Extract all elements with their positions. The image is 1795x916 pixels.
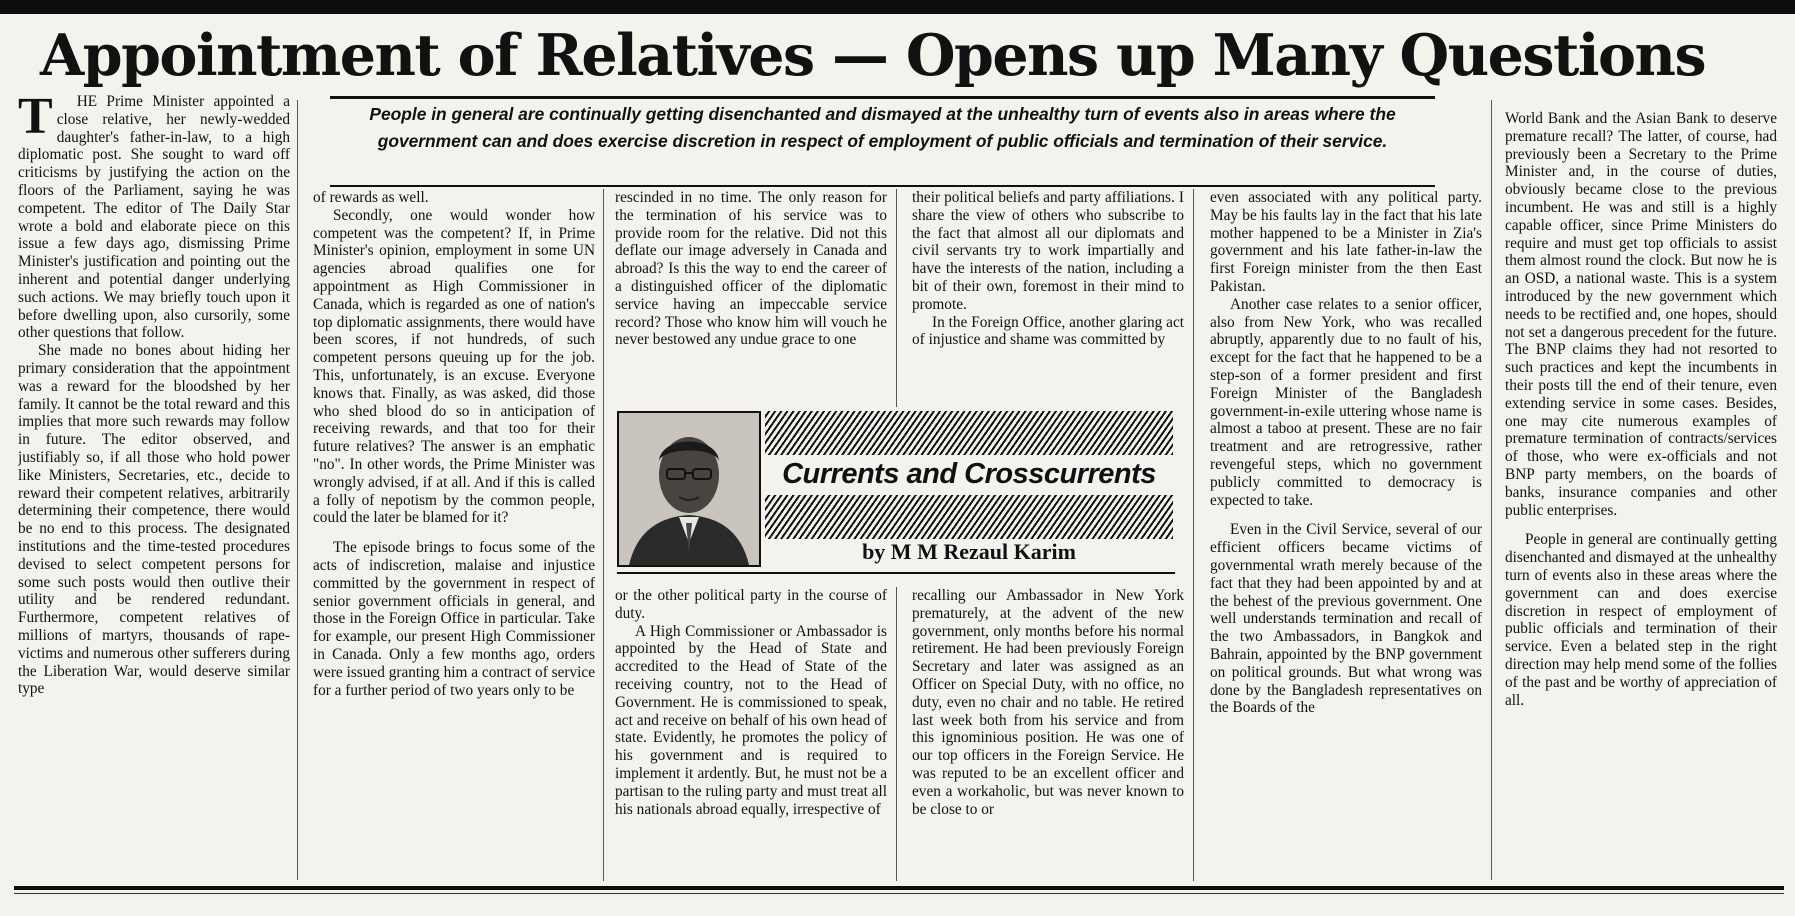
- bottom-hairline: [14, 893, 1784, 894]
- column-rule: [1491, 100, 1492, 880]
- bottom-rule: [14, 886, 1784, 890]
- deck-top-rule: [330, 96, 1435, 99]
- column-4-top: [912, 189, 1184, 407]
- column-1: [18, 93, 290, 881]
- column-rule: [1193, 189, 1194, 881]
- column-3-bottom: [615, 587, 887, 881]
- column-rule: [896, 587, 897, 881]
- paragraph: Even in the Civil Service, several of our efficient officers became victims of governmental wrath merely because of the fact that they had been appointed by and at the behest of the previous government. One well understands termination and recall of the two Ambassadors, in Bangkok and Bahrain, appointed by the BNP government on political grounds. But what wrong was done by the Bangladesh representatives on the Boards of the: [1210, 521, 1482, 717]
- paragraph: or the other political party in the course of duty.: [615, 587, 887, 622]
- column-2: [313, 189, 595, 881]
- paragraph: their political beliefs and party affiliations. I share the view of others who subscribe to the fact that almost all our diplomats and civil servants try to work impartially and have the interests of the nation, including a bit of their own, foremost in their mind to promote.: [912, 189, 1184, 313]
- paragraph: She made no bones about hiding her primary consideration that the appointment was a reward for the bloodshed by her family. It cannot be the total reward and this implies that more such rewards may follow in future. The editor observed, and justifiably so, if all those who hold power like Ministers, Secretaries, etc., decide to reward their competent relatives, arbitrarily determining their competence, there would be no end to this process. The designated institutions and the time-tested procedures devised to select competent persons for some such posts would then outlive their utility and be rendered redundant. Furthermore, competent relatives of millions of martyrs, thousands of rape-victims and numerous other sufferers during the Liberation War, would deserve similar type: [18, 342, 290, 698]
- column-rule: [297, 100, 298, 880]
- column-feature-box: [617, 411, 1175, 568]
- column-4-bottom: [912, 587, 1184, 881]
- byline: by M M Rezaul Karim: [862, 539, 1076, 564]
- column-3-top: [615, 189, 887, 407]
- paragraph: Another case relates to a senior officer, also from New York, who was recalled abruptly, apparently due to no fault of his, except for the fact that he happened to be a step-son of a former president and first Foreign Minister of the Bangladesh government-in-exile uttering whose name is almost a taboo at present. These are no fair treatment and are retrogressive, rather revengeful steps, which no government publicly committed to democracy is expected to take.: [1210, 295, 1482, 509]
- column-5: [1210, 189, 1482, 881]
- column-6: [1505, 110, 1777, 881]
- paragraph: People in general are continually getting disenchanted and dismayed at the unhealthy turn of events also in these areas where the government can and does exercise discretion in respect of employment of public officials and termination of their service. Even a belated step in the right direction may help mend some of the follies of the past and be worthy of appreciation of all.: [1505, 531, 1777, 709]
- drop-cap: T: [18, 93, 53, 145]
- author-portrait-icon: [619, 413, 759, 565]
- paragraph: recalling our Ambassador in New York prematurely, at the advent of the new government, only months before his normal retirement. He had been previously Foreign Secretary and later was assigned as an Officer on Special Duty, with no office, no duty, even no chair and no table. He retired last week both from his service and from this ignominious position. He was one of our top officers in the Foreign Service. He was reputed to be an excellent officer and even a workaholic, but was never known to be close to or: [912, 587, 1184, 818]
- paragraph: T HE Prime Minister appointed a close relative, her newly-wedded daughter's father-in-law, to a high diplomatic post. She sought to ward off criticisms by justifying the action on the floors of the Parliament, saying he was competent. The editor of The Daily Star wrote a bold and elaborate piece on this issue a few days ago, dismissing Prime Minister's justification and pointing out the inherent and potential danger underlying such actions. We may briefly touch upon it before dwelling upon, also cursorily, some other questions that follow.: [18, 93, 290, 342]
- deck-summary: People in general are continually getting disenchanted and dismayed at the unhealthy turn of events also in areas where the government can and does exercise discretion in respect of employment of public officials and termination of their service.: [369, 104, 1396, 151]
- paragraph: World Bank and the Asian Bank to deserve premature recall? The latter, of course, had previously been a Secretary to the Prime Minister and, in the course of duties, obviously became close to the previous incumbent. He was and still is a highly capable officer, since Prime Ministers do require and must get top officials to assist them almost round the clock. But now he is an OSD, a national waste. This is a system introduced by the new government which needs to be rectified and, one hopes, should not set a dangerous precedent for the future. The BNP claims they had not resorted to such practices and kept the incumbents in their posts till the end of their tenure, even extending service in some cases. Besides, one may cite numerous examples of premature termination of contracts/services of those, who were ex-officials and not BNP party members, on the boards of banks, insurance companies and other public enterprises.: [1505, 110, 1777, 519]
- column-rule: [896, 189, 897, 407]
- column-name: Currents and Crosscurrents: [782, 458, 1156, 490]
- hatch-band-bottom: [765, 495, 1173, 539]
- feature-bottom-rule: [617, 572, 1175, 574]
- headline: Appointment of Relatives — Opens up Many Questions: [40, 22, 1706, 89]
- author-photo: [617, 411, 761, 567]
- top-rule: [0, 0, 1795, 14]
- paragraph: rescinded in no time. The only reason for the termination of his service was to provide room for the relative. Did not this deflate our image adversely in Canada and abroad? Is this the way to end the career of a distinguished officer of the diplomatic service having an impeccable service record? Those who know him will vouch he never bestowed any undue grace to one: [615, 189, 887, 349]
- column-rule: [603, 189, 604, 881]
- deck-bottom-rule: [330, 185, 1435, 187]
- paragraph: In the Foreign Office, another glaring act of injustice and shame was committed by: [912, 313, 1184, 349]
- paragraph: A High Commissioner or Ambassador is appointed by the Head of State and accredited to the Head of State of the receiving country, not to the Head of Government. He is commissioned to speak, act and receive on behalf of his own head of state. Evidently, he promotes the policy of his government and is required to implement it ardently. But, he must not be a partisan to the ruling party and must treat all his nationals abroad equally, irrespective of: [615, 622, 887, 818]
- paragraph: Secondly, one would wonder how competent was the competent? If, in Prime Minister's opinion, employment in some UN agencies abroad qualifies one for appointment as High Commissioner in Canada, which is regarded as one of nation's top diplomatic assignments, there would have been scores, if not hundreds, of such competent persons queuing up for the job. This, unfortunately, is an excuse. Everyone knows that. Finally, as was asked, did those who shed blood do so in anticipation of receiving rewards, and that too for their future relatives? The answer is an emphatic "no". In other words, the Prime Minister was wrongly advised, if at all. And if this is called a folly of nepotism by the common people, could the later be blamed for it?: [313, 206, 595, 527]
- paragraph: even associated with any political party. May be his faults lay in the fact that his late mother happened to be a Minister in Zia's government and his late father-in-law the first Foreign minister from the then East Pakistan.: [1210, 189, 1482, 295]
- hatch-band-top: [765, 411, 1173, 455]
- paragraph: of rewards as well.: [313, 189, 429, 206]
- paragraph: The episode brings to focus some of the acts of indiscretion, malaise and injustice committed by the government in respect of senior government officials in general, and those in the Foreign Office in particular. Take for example, our present High Commissioner in Canada. Only a few months ago, orders were issued granting him a contract of service for a further period of two years only to be: [313, 539, 595, 699]
